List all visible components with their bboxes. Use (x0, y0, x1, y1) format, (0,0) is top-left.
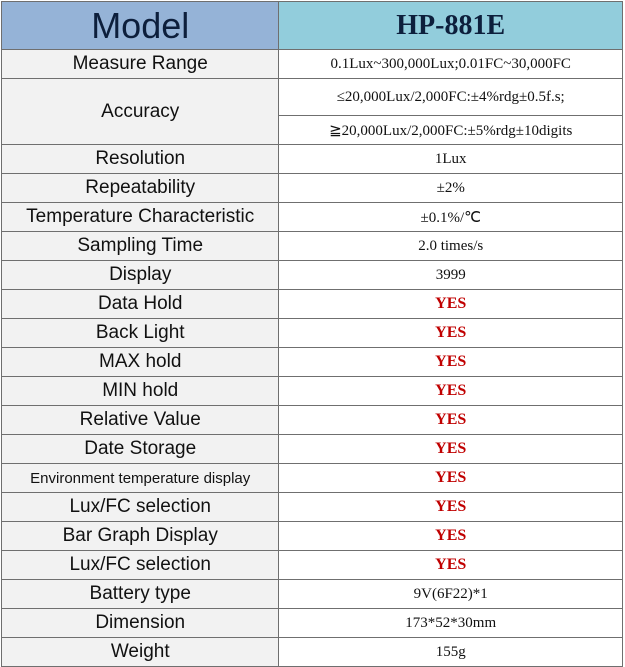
table-row (2, 377, 623, 406)
table-row (2, 79, 623, 116)
resolution-label: Resolution (2, 145, 279, 174)
lux-fc-selection-label: Lux/FC selection (2, 493, 279, 522)
dimension-label: Dimension (2, 609, 279, 638)
date-storage-label: Date Storage (2, 435, 279, 464)
table-row (2, 203, 623, 232)
table-row (2, 493, 623, 522)
table-row (2, 609, 623, 638)
temperature-characteristic-label: Temperature Characteristic (2, 203, 279, 232)
table-row (2, 580, 623, 609)
table-row (2, 435, 623, 464)
sampling-time-label: Sampling Time (2, 232, 279, 261)
sampling-time-value: 2.0 times/s (279, 232, 623, 261)
model-label: Model (2, 2, 279, 50)
min-hold-value: YES (279, 377, 623, 406)
min-hold-label: MIN hold (2, 377, 279, 406)
table-row (2, 551, 623, 580)
table-row (2, 290, 623, 319)
table-row (2, 406, 623, 435)
temperature-characteristic-value: ±0.1%/℃ (279, 203, 623, 232)
accuracy-value-low: ≤20,000Lux/2,000FC:±4%rdg±0.5f.s; (279, 79, 623, 116)
measure-range-value: 0.1Lux~300,000Lux;0.01FC~30,000FC (279, 50, 623, 79)
table-row (2, 261, 623, 290)
resolution-value: 1Lux (279, 145, 623, 174)
max-hold-label: MAX hold (2, 348, 279, 377)
accuracy-label: Accuracy (2, 79, 279, 145)
dimension-value: 173*52*30mm (279, 609, 623, 638)
table-row (2, 522, 623, 551)
table-row (2, 348, 623, 377)
table-row (2, 638, 623, 667)
lux-fc-selection-value-2: YES (279, 551, 623, 580)
battery-type-value: 9V(6F22)*1 (279, 580, 623, 609)
display-value: 3999 (279, 261, 623, 290)
battery-type-label: Battery type (2, 580, 279, 609)
header-row (2, 2, 623, 50)
data-hold-value: YES (279, 290, 623, 319)
display-label: Display (2, 261, 279, 290)
table-row (2, 174, 623, 203)
table-row (2, 145, 623, 174)
weight-label: Weight (2, 638, 279, 667)
lux-fc-selection-value: YES (279, 493, 623, 522)
table-row (2, 319, 623, 348)
table-row (2, 50, 623, 79)
back-light-label: Back Light (2, 319, 279, 348)
repeatability-label: Repeatability (2, 174, 279, 203)
lux-fc-selection-label-2: Lux/FC selection (2, 551, 279, 580)
table-row (2, 464, 623, 493)
relative-value-label: Relative Value (2, 406, 279, 435)
date-storage-value: YES (279, 435, 623, 464)
accuracy-value-high: ≧20,000Lux/2,000FC:±5%rdg±10digits (279, 116, 623, 145)
weight-value: 155g (279, 638, 623, 667)
relative-value-value: YES (279, 406, 623, 435)
repeatability-value: ±2% (279, 174, 623, 203)
back-light-value: YES (279, 319, 623, 348)
measure-range-label: Measure Range (2, 50, 279, 79)
spec-table (1, 1, 623, 667)
env-temp-display-value: YES (279, 464, 623, 493)
max-hold-value: YES (279, 348, 623, 377)
env-temp-display-label: Environment temperature display (2, 464, 279, 493)
table-row (2, 232, 623, 261)
data-hold-label: Data Hold (2, 290, 279, 319)
model-value: HP-881E (279, 2, 623, 50)
bar-graph-display-value: YES (279, 522, 623, 551)
bar-graph-display-label: Bar Graph Display (2, 522, 279, 551)
